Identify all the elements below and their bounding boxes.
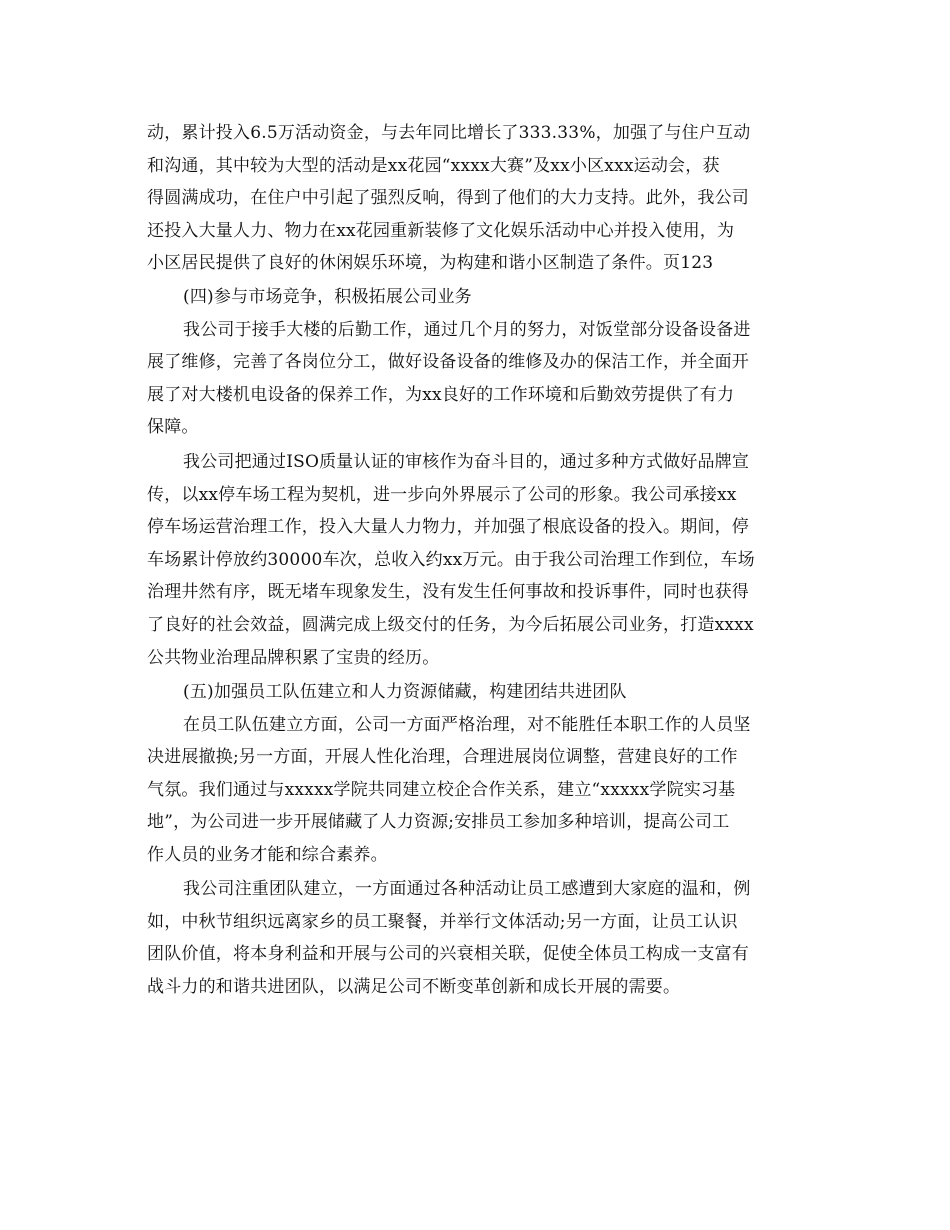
paragraph-line: 地”，为公司进一步开展储藏了人力资源;安排员工参加多种培训，提高公司工 xyxy=(147,812,730,832)
paragraph-line: 气氛。我们通过与xxxxx学院共同建立校企合作关系，建立“xxxxx学院实习基 xyxy=(147,780,736,800)
paragraph-line: 停车场运营治理工作，投入大量人力物力，并加强了根底设备的投入。期间，停 xyxy=(147,517,749,537)
paragraph-line: 治理井然有序，既无堵车现象发生，没有发生任何事故和投诉事件，同时也获得 xyxy=(147,582,749,602)
paragraph-line: 保障。 xyxy=(147,417,199,437)
paragraph-line: 如，中秋节组织远离家乡的员工聚餐，并举行文体活动;另一方面，让员工认识 xyxy=(147,912,738,932)
paragraph-line: 和沟通，其中较为大型的活动是xx花园“xxxx大赛”及xx小区xxx运动会，获 xyxy=(147,156,720,176)
paragraph-line: 决进展撤换;另一方面，开展人性化治理，合理进展岗位调整，营建良好的工作 xyxy=(147,747,738,767)
paragraph-line: 动，累计投入6.5万活动资金，与去年同比增长了333.33%，加强了与住户互动 xyxy=(147,123,751,143)
paragraph-line: 了良好的社会效益，圆满完成上级交付的任务，为今后拓展公司业务，打造xxxx xyxy=(147,615,754,635)
section-heading: (五)加强员工队伍建立和人力资源储藏，构建团结共进团队 xyxy=(183,682,627,702)
paragraph-line: 得圆满成功，在住户中引起了强烈反响，得到了他们的大力支持。此外，我公司 xyxy=(147,188,749,208)
paragraph-line: 我公司于接手大楼的后勤工作，通过几个月的努力，对饭堂部分设备设备进 xyxy=(183,320,751,340)
paragraph-line: 传，以xx停车场工程为契机，进一步向外界展示了公司的形象。我公司承接xx xyxy=(147,485,737,505)
paragraph-line: 车场累计停放约30000车次，总收入约xx万元。由于我公司治理工作到位，车场 xyxy=(147,550,755,570)
paragraph-line: 公共物业治理品牌积累了宝贵的经历。 xyxy=(147,648,440,668)
paragraph-line: 战斗力的和谐共进团队，以满足公司不断变革创新和成长开展的需要。 xyxy=(147,977,681,997)
paragraph-line: 还投入大量人力、物力在xx花园重新装修了文化娱乐活动中心并投入使用，为 xyxy=(147,221,735,241)
paragraph-line: 小区居民提供了良好的休闲娱乐环境，为构建和谐小区制造了条件。页123 xyxy=(147,253,714,273)
paragraph-line: 作人员的业务才能和综合素养。 xyxy=(147,845,388,865)
section-heading: (四)参与市场竞争，积极拓展公司业务 xyxy=(183,287,472,307)
paragraph-line: 我公司把通过ISO质量认证的审核作为奋斗目的，通过多种方式做好品牌宣 xyxy=(183,452,750,472)
paragraph-line: 展了对大楼机电设备的保养工作，为xx良好的工作环境和后勤效劳提供了有力 xyxy=(147,385,735,405)
paragraph-line: 展了维修，完善了各岗位分工，做好设备设备的维修及办的保洁工作，并全面开 xyxy=(147,352,749,372)
paragraph-line: 在员工队伍建立方面，公司一方面严格治理，对不能胜任本职工作的人员坚 xyxy=(183,715,751,735)
paragraph-line: 我公司注重团队建立，一方面通过各种活动让员工感遭到大家庭的温和，例 xyxy=(183,879,751,899)
paragraph-line: 团队价值，将本身利益和开展与公司的兴衰相关联，促使全体员工构成一支富有 xyxy=(147,944,749,964)
